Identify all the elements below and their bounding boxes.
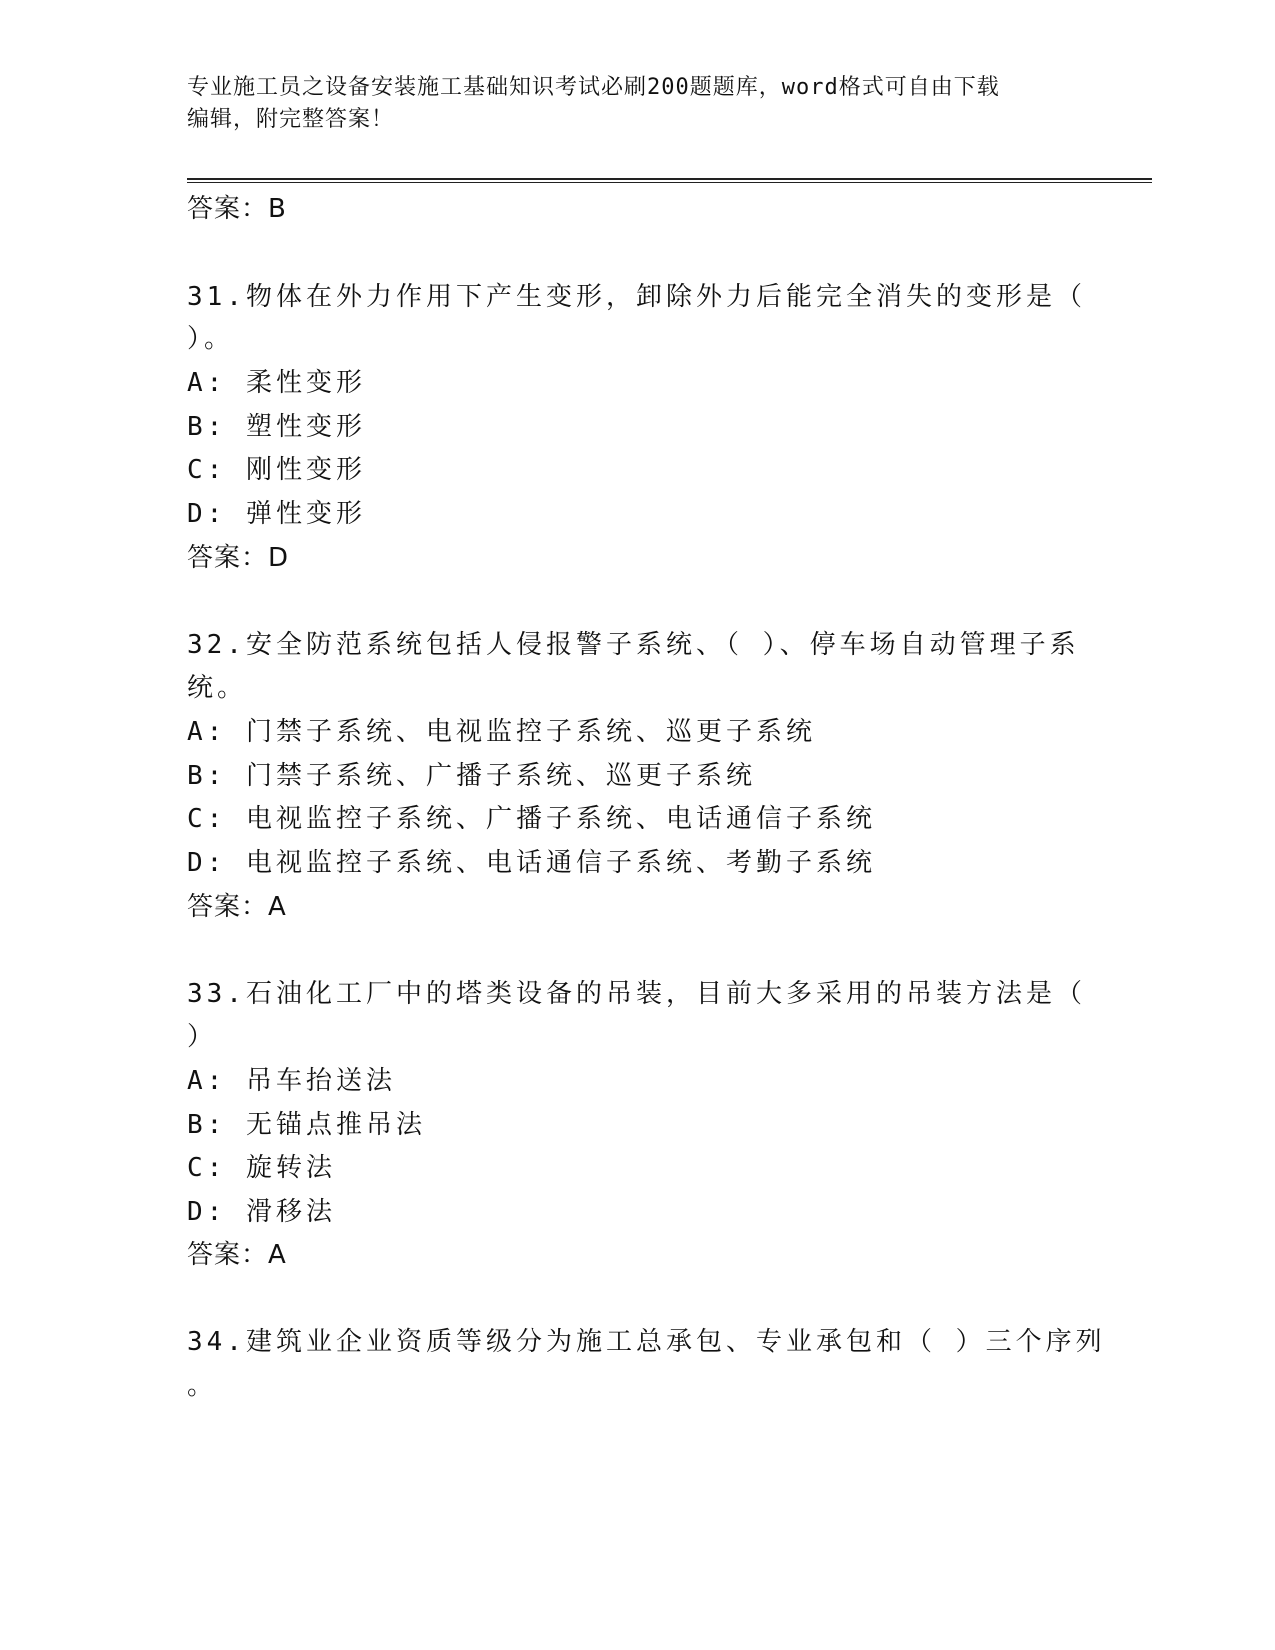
question-stem-continued: 。: [187, 1371, 218, 1401]
option-d: D: 滑移法: [187, 1197, 336, 1227]
option-a: A: 门禁子系统、电视监控子系统、巡更子系统: [187, 717, 816, 747]
option-d: D: 弹性变形: [187, 499, 366, 529]
header-divider-thin: [187, 182, 1152, 183]
document-header: [187, 72, 1067, 136]
option-a: A: 柔性变形: [187, 368, 366, 398]
option-a: A: 吊车抬送法: [187, 1066, 396, 1096]
question-stem-continued: ）。: [187, 324, 235, 354]
option-b: B: 无锚点推吊法: [187, 1110, 426, 1140]
answer-label: 答案：D: [187, 543, 290, 573]
answer-label: 答案：A: [187, 1240, 287, 1270]
option-b: B: 塑性变形: [187, 412, 366, 442]
question-stem-continued: ）: [187, 1022, 218, 1052]
header-line-1: 专业施工员之设备安装施工基础知识考试必刷200题题库，word格式可自由下载: [187, 75, 1000, 100]
answer-label: 答案：A: [187, 892, 287, 922]
option-d: D: 电视监控子系统、电话通信子系统、考勤子系统: [187, 848, 876, 878]
answer-label: 答案：B: [187, 194, 287, 224]
header-line-2: 编辑，附完整答案！: [187, 107, 395, 132]
option-c: C: 电视监控子系统、广播子系统、电话通信子系统: [187, 804, 876, 834]
option-c: C: 刚性变形: [187, 455, 366, 485]
header-divider: [187, 178, 1152, 180]
option-c: C: 旋转法: [187, 1153, 336, 1183]
question-stem: 32.安全防范系统包括人侵报警子系统、（ ）、停车场自动管理子系: [187, 630, 1080, 660]
option-b: B: 门禁子系统、广播子系统、巡更子系统: [187, 761, 756, 791]
question-stem: 33.石油化工厂中的塔类设备的吊装，目前大多采用的吊装方法是（: [187, 979, 1086, 1009]
question-stem: 34.建筑业企业资质等级分为施工总承包、专业承包和（ ）三个序列: [187, 1327, 1106, 1357]
question-stem: 31.物体在外力作用下产生变形，卸除外力后能完全消失的变形是（: [187, 282, 1086, 312]
question-stem-continued: 统。: [187, 673, 248, 703]
